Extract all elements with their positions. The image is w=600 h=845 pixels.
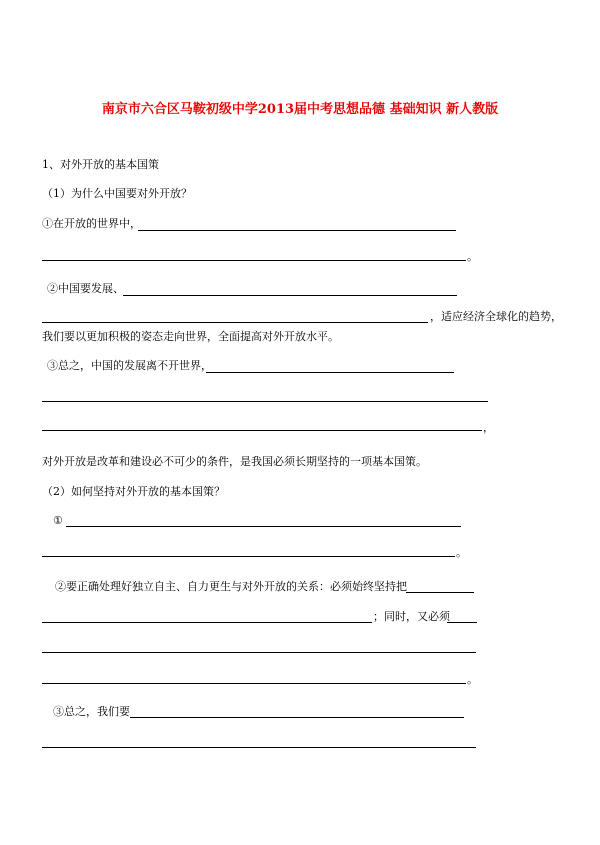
answer-blank xyxy=(42,556,455,557)
answer-blank xyxy=(406,592,474,593)
q1-item1-prefix: ①在开放的世界中， xyxy=(42,217,141,230)
answer-blank xyxy=(447,622,477,623)
answer-blank xyxy=(42,401,488,402)
answer-blank xyxy=(138,230,456,231)
answer-blank xyxy=(42,747,476,748)
answer-blank xyxy=(66,526,461,527)
q1-item3-end: ， xyxy=(483,421,494,434)
q2-item2-end: 。 xyxy=(467,673,478,686)
answer-blank xyxy=(123,295,457,296)
q1-conclusion: 对外开放是改革和建设必不可少的条件，是我国必须长期坚持的一项基本国策。 xyxy=(42,455,427,468)
q1-item3-prefix: ③总之，中国的发展离不开世界， xyxy=(47,359,212,372)
q2-item3-prefix: ③总之，我们要 xyxy=(53,705,130,718)
answer-blank xyxy=(42,430,482,431)
document-title: 南京市六合区马鞍初级中学2013届中考思想品德 基础知识 新人教版 xyxy=(101,102,499,117)
q2-item1-prefix: ① xyxy=(53,514,63,527)
q1-item2-prefix: ②中国要发展、 xyxy=(47,282,124,295)
answer-blank xyxy=(130,717,464,718)
answer-blank xyxy=(42,260,466,261)
answer-blank xyxy=(42,652,476,653)
question-1: （1）为什么中国要对外开放？ xyxy=(42,187,192,200)
section-heading: 1、对外开放的基本国策 xyxy=(42,158,159,171)
answer-blank xyxy=(42,683,466,684)
q2-item2-prefix: ②要正确处理好独立自主、自力更生与对外开放的关系：必须始终坚持把 xyxy=(55,580,407,593)
answer-blank xyxy=(42,622,372,623)
q2-item1-end: 。 xyxy=(456,546,467,559)
answer-blank xyxy=(206,372,454,373)
answer-blank xyxy=(42,322,428,323)
question-2: （2）如何坚持对外开放的基本国策？ xyxy=(42,485,225,498)
q1-item1-end: 。 xyxy=(467,250,478,263)
q2-item2-mid: ；同时，又必须 xyxy=(373,610,450,623)
q1-item2-suffix: ，适应经济全球化的趋势， xyxy=(430,310,562,323)
q1-item2-continuation: 我们要以更加积极的姿态走向世界，全面提高对外开放水平。 xyxy=(42,330,339,343)
